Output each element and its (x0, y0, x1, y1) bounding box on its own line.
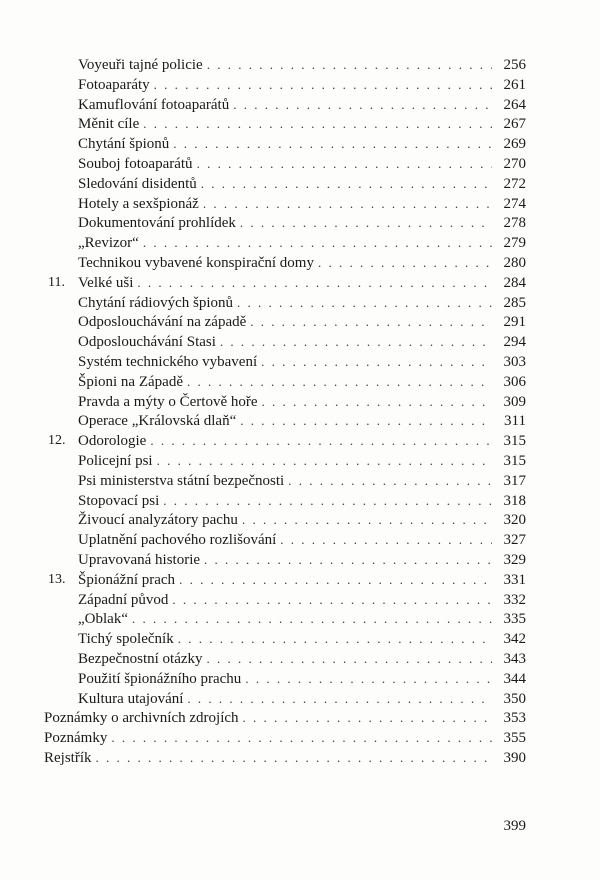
toc-entry-title: „Oblak“ (78, 609, 132, 629)
toc-entry-title: Měnit cíle (78, 114, 143, 134)
dot-leader (243, 708, 492, 728)
dot-leader (240, 213, 492, 233)
dot-leader (207, 649, 492, 669)
toc-entry-page: 294 (492, 332, 526, 352)
toc-entry-page: 329 (492, 550, 526, 570)
dot-leader (154, 75, 492, 95)
toc-entry-page: 272 (492, 174, 526, 194)
dot-leader (250, 312, 492, 332)
toc-entry-page: 317 (492, 471, 526, 491)
toc-entry-title: Poznámky o archivních zdrojích (44, 708, 243, 728)
toc-entry (48, 431, 526, 451)
toc-entry-page: 278 (492, 213, 526, 233)
toc-entry (44, 748, 526, 768)
toc-entry-title: Fotoaparáty (78, 75, 154, 95)
toc-entry-title: Použití špionážního prachu (78, 669, 245, 689)
toc-entry-page: 309 (492, 392, 526, 412)
toc-entry-page: 279 (492, 233, 526, 253)
toc-entry-page: 284 (492, 273, 526, 293)
toc-entry-title: Systém technického vybavení (78, 352, 261, 372)
toc-entry-title: Sledování disidentů (78, 174, 201, 194)
toc-entry-title: Technikou vybavené konspirační domy (78, 253, 318, 273)
dot-leader (237, 293, 492, 313)
toc-entry-page: 342 (492, 629, 526, 649)
toc-entry-page: 332 (492, 590, 526, 610)
chapter-number: 11. (48, 274, 65, 290)
toc-entry-title: Bezpečnostní otázky (78, 649, 207, 669)
toc-entry (78, 352, 526, 372)
toc-entry-page: 311 (492, 411, 526, 431)
toc-entry-page: 280 (492, 253, 526, 273)
toc-entry (78, 55, 526, 75)
toc-entry-title: Pravda a mýty o Čertově hoře (78, 392, 262, 412)
dot-leader (111, 728, 492, 748)
toc-entry (78, 669, 526, 689)
dot-leader (261, 352, 492, 372)
dot-leader (137, 273, 492, 293)
toc-entry (78, 213, 526, 233)
chapter-number: 12. (48, 433, 66, 449)
toc-entry-page: 256 (492, 55, 526, 75)
dot-leader (220, 332, 492, 352)
toc-entry-page: 350 (492, 689, 526, 709)
toc-entry-page: 291 (492, 312, 526, 332)
dot-leader (178, 629, 492, 649)
toc-entry (78, 134, 526, 154)
toc-entry-page: 355 (492, 728, 526, 748)
toc-entry-page: 344 (492, 669, 526, 689)
dot-leader (132, 609, 492, 629)
toc-entry-title: Tichý společník (78, 629, 178, 649)
toc-entry (48, 273, 526, 293)
dot-leader (318, 253, 492, 273)
toc-entry-page: 331 (492, 570, 526, 590)
dot-leader (288, 471, 492, 491)
toc-entry-title: Západní původ (78, 590, 172, 610)
toc-entry (78, 194, 526, 214)
dot-leader (197, 154, 492, 174)
toc-entry (78, 689, 526, 709)
toc-entry (44, 728, 526, 748)
dot-leader (143, 233, 492, 253)
toc-entry-page: 270 (492, 154, 526, 174)
toc-entry-title: Operace „Královská dlaň“ (78, 411, 240, 431)
toc-entry (78, 550, 526, 570)
toc-entry-title: Psi ministerstva státní bezpečnosti (78, 471, 288, 491)
toc-entry-title: Odorologie (78, 431, 150, 451)
toc-entry (78, 510, 526, 530)
dot-leader (240, 411, 492, 431)
toc-entry-title: Špionážní prach (78, 570, 179, 590)
toc-entry-page: 261 (492, 75, 526, 95)
toc-entry (78, 174, 526, 194)
toc-entry (78, 392, 526, 412)
dot-leader (150, 431, 492, 451)
toc-entry-title: Odposlouchávání Stasi (78, 332, 220, 352)
chapter-number: 13. (48, 571, 66, 587)
toc-entry (78, 629, 526, 649)
toc-entry-page: 315 (492, 431, 526, 451)
toc-entry-title: Chytání rádiových špionů (78, 293, 237, 313)
dot-leader (207, 55, 492, 75)
toc-entry-title: Živoucí analyzátory pachu (78, 510, 242, 530)
toc-entry-page: 390 (492, 748, 526, 768)
toc-entry (78, 95, 526, 115)
toc-entry (78, 154, 526, 174)
toc-entry-page: 335 (492, 609, 526, 629)
toc-entry-title: Poznámky (44, 728, 111, 748)
toc-entry-page: 318 (492, 491, 526, 511)
toc-entry (78, 114, 526, 134)
toc-entry-title: Odposlouchávání na západě (78, 312, 250, 332)
toc-entry (78, 590, 526, 610)
toc-entry (78, 649, 526, 669)
toc-entry-title: Velké uši (78, 273, 137, 293)
dot-leader (233, 95, 492, 115)
toc-entry (78, 253, 526, 273)
dot-leader (245, 669, 492, 689)
toc-entry (78, 411, 526, 431)
toc-entry-page: 269 (492, 134, 526, 154)
toc-entry-page: 306 (492, 372, 526, 392)
toc-entry-page: 285 (492, 293, 526, 313)
dot-leader (201, 174, 492, 194)
toc-entry-title: Policejní psi (78, 451, 157, 471)
toc-entry-page: 274 (492, 194, 526, 214)
toc-entry-title: Chytání špionů (78, 134, 173, 154)
toc-entry-page: 353 (492, 708, 526, 728)
dot-leader (203, 194, 492, 214)
dot-leader (172, 590, 492, 610)
dot-leader (143, 114, 492, 134)
toc-entry-title: Stopovací psi (78, 491, 163, 511)
toc-entry-page: 343 (492, 649, 526, 669)
toc-entry-title: Kamuflování fotoaparátů (78, 95, 233, 115)
toc-entry-page: 264 (492, 95, 526, 115)
toc-entry (78, 530, 526, 550)
toc-entry (78, 312, 526, 332)
toc-entry-page: 267 (492, 114, 526, 134)
dot-leader (157, 451, 492, 471)
dot-leader (179, 570, 492, 590)
dot-leader (204, 550, 492, 570)
toc-entry-title: Uplatnění pachového rozlišování (78, 530, 280, 550)
toc-entry-title: Voyeuři tajné policie (78, 55, 207, 75)
toc-entry (48, 570, 526, 590)
toc-entry-title: Dokumentování prohlídek (78, 213, 240, 233)
toc-entry-title: Souboj fotoaparátů (78, 154, 197, 174)
toc-entry (78, 75, 526, 95)
dot-leader (163, 491, 492, 511)
toc-entry-title: Kultura utajování (78, 689, 187, 709)
dot-leader (187, 372, 492, 392)
toc-entry-page: 327 (492, 530, 526, 550)
page-number: 399 (503, 818, 526, 834)
toc-entry (78, 293, 526, 313)
toc-entry (78, 372, 526, 392)
dot-leader (280, 530, 492, 550)
toc-entry-page: 303 (492, 352, 526, 372)
toc-entry-page: 315 (492, 451, 526, 471)
dot-leader (262, 392, 492, 412)
toc-entry-title: „Revizor“ (78, 233, 143, 253)
toc-entry (44, 708, 526, 728)
toc-entry-title: Hotely a sexšpionáž (78, 194, 203, 214)
toc-entry (78, 332, 526, 352)
toc-entry-page: 320 (492, 510, 526, 530)
dot-leader (242, 510, 492, 530)
dot-leader (173, 134, 492, 154)
toc-entry (78, 471, 526, 491)
toc-entry (78, 491, 526, 511)
toc-entry-title: Špioni na Západě (78, 372, 187, 392)
toc-entry (78, 451, 526, 471)
dot-leader (96, 748, 493, 768)
toc-entry-title: Rejstřík (44, 748, 96, 768)
toc-entry (78, 233, 526, 253)
toc-entry (78, 609, 526, 629)
toc-entry-title: Upravovaná historie (78, 550, 204, 570)
dot-leader (187, 689, 492, 709)
